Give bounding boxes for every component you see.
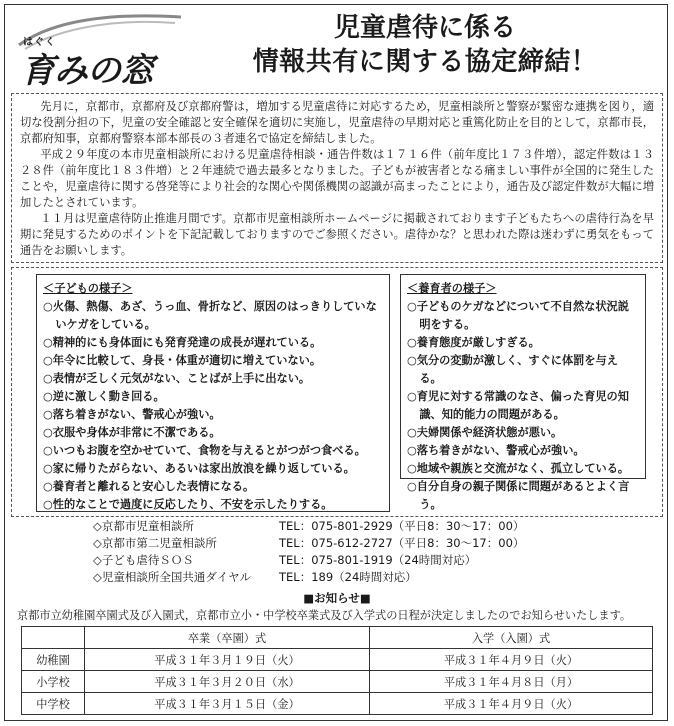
list-item: ○衣服や身体が非常に不潔である。 <box>43 426 221 439</box>
table-cell-entrance: 平成３１年４月９日（火） <box>370 649 653 671</box>
contact-tel: TEL：075-612-2727（平日8：30～17：00） <box>279 536 525 550</box>
child-signs-box <box>36 274 390 512</box>
list-item: ○気分の変動が激しく、すぐに体罰を与える。 <box>407 354 618 385</box>
table-row <box>22 649 653 671</box>
contact-row <box>93 552 613 569</box>
contact-tel: TEL：075-801-1919（24時間対応） <box>279 553 477 567</box>
parent-signs-list <box>407 298 639 514</box>
notice-text: 京都市立幼稚園卒園式及び入園式，京都市立小・中学校卒業式及び入学式の日程が決定しましたのでお知らせいたします。 <box>17 609 632 622</box>
headline-line2: 情報共有に関する協定締結！ <box>252 47 598 77</box>
list-item: ○育児に対する常識のなさ、偏った育児の知識、知的能力の問題がある。 <box>407 390 629 421</box>
table-header-entrance: 入学（入園）式 <box>370 627 653 649</box>
contact-row <box>93 518 613 535</box>
list-item: ○いつもお腹を空かせていて、食物を与えるとがつがつ食べる。 <box>43 444 366 457</box>
parent-signs-title: ＜養育者の様子＞ <box>407 282 497 295</box>
list-item: ○養育者と離れると安心した表情になる。 <box>43 480 255 493</box>
list-item: ○落ち着きがない、警戒心が強い。 <box>43 408 221 421</box>
table-cell-school: 小学校 <box>22 671 85 693</box>
contact-tel: TEL：075-801-2929（平日8：30～17：00） <box>279 519 525 533</box>
list-item: ○夫婦関係や経済状態が悪い。 <box>407 426 563 439</box>
table-header-blank <box>22 627 85 649</box>
table-cell-school: 中学校 <box>22 693 85 715</box>
list-item: ○逆に激しく動き回る。 <box>43 390 165 403</box>
table-header-graduation: 卒業（卒園）式 <box>85 627 370 649</box>
list-item: ○年令に比較して、身長・体重が適切に増えていない。 <box>43 354 322 367</box>
newsletter-page <box>4 4 668 721</box>
table-row <box>22 671 653 693</box>
list-item: ○性的なことで過度に反応したり、不安を示したりする。 <box>43 498 333 511</box>
table-cell-entrance: 平成３１年４月８日（月） <box>370 671 653 693</box>
intro-paragraph: １１月は児童虐待防止推進月間です。京都市児童相談所ホームページに掲載されております子どもたちへの虐待行為を早期に発見するためのポイントを下記記載しておりますのでご参照ください。虐待かな？と思われた際は迷わずに勇気をもって通告をお願いします。 <box>20 212 654 257</box>
table-row <box>22 693 653 715</box>
contact-name: ◇京都市児童相談所 <box>93 519 194 533</box>
parent-signs-box <box>400 274 646 511</box>
table-cell-graduation: 平成３１年３月１９日（火） <box>85 649 370 671</box>
table-cell-school: 幼稚園 <box>22 649 85 671</box>
logo <box>15 11 185 91</box>
intro-paragraph: 平成２９年度の本市児童相談所における児童虐待相談・通告件数は１７１６件（前年度比１７３件増），認定件数は１３２８件（前年度比１８３件増）と２年連続で過去最多となりました。子どもが被害者となる痛ましい事件が全国的に発生したことや，児童虐待に関する啓発等により社会的な関心や関係機関の認識が高まったことにより，通告及び認定件数が大幅に増加したとされています。 <box>20 148 654 209</box>
child-signs-title: ＜子どもの様子＞ <box>43 282 133 295</box>
intro-paragraph: 先月に，京都市，京都府及び京都府警は，増加する児童虐待に対応するため，児童相談所と警察が緊密な連携を図り，適切な役割分担の下，児童の安全確認と安全確保を適切に実施し，児童虐待の早期対応と重篤化防止を目的として，京都市長，京都府知事，京都府警察本部本部長の３者連名で協定を締結しました。 <box>20 100 654 145</box>
contacts-list <box>93 518 613 586</box>
signs-section <box>11 267 663 517</box>
table-cell-graduation: 平成３１年３月２０日（水） <box>85 671 370 693</box>
list-item: ○火傷、熱傷、あざ、うっ血、骨折など、原因のはっきりしていないケガをしている。 <box>43 300 377 331</box>
list-item: ○養育態度が厳しすぎる。 <box>407 336 540 349</box>
table-cell-graduation: 平成３１年３月１５日（金） <box>85 693 370 715</box>
list-item: ○表情が乏しく元気がない、ことばが上手に出ない。 <box>43 372 311 385</box>
child-signs-list <box>43 298 383 514</box>
table-header-row <box>22 627 653 649</box>
list-item: ○落ち着きがない、警戒心が強い。 <box>407 444 585 457</box>
headline <box>185 11 665 79</box>
contact-name: ◇児童相談所全国共通ダイヤル <box>93 570 251 584</box>
list-item: ○家に帰りたがらない、あるいは家出放浪を繰り返している。 <box>43 462 355 475</box>
list-item: ○子どものケガなどについて不自然な状況説明をする。 <box>407 300 629 331</box>
headline-line1: 児童虐待に係る <box>333 13 516 43</box>
contact-name: ◇子ども虐待ＳＯＳ <box>93 553 194 567</box>
contact-row <box>93 535 613 552</box>
contact-name: ◇京都市第二児童相談所 <box>93 536 217 550</box>
table-cell-entrance: 平成３１年４月９日（火） <box>370 693 653 715</box>
logo-title: 育みの窓 <box>21 51 153 91</box>
contact-tel: TEL：189（24時間対応） <box>279 570 417 584</box>
list-item: ○自分自身の親子関係に問題があるとよく言う。 <box>407 480 630 511</box>
header <box>5 5 669 93</box>
schedule-table <box>21 626 653 715</box>
list-item: ○精神的にも身体面にも発育発達の成長が遅れている。 <box>43 336 322 349</box>
list-item: ○地域や親族と交流がなく、孤立している。 <box>407 462 630 475</box>
intro-box <box>11 93 663 263</box>
logo-kana: はぐく <box>23 37 56 48</box>
contact-row <box>93 569 613 586</box>
notice-title: ■お知らせ■ <box>303 591 371 605</box>
